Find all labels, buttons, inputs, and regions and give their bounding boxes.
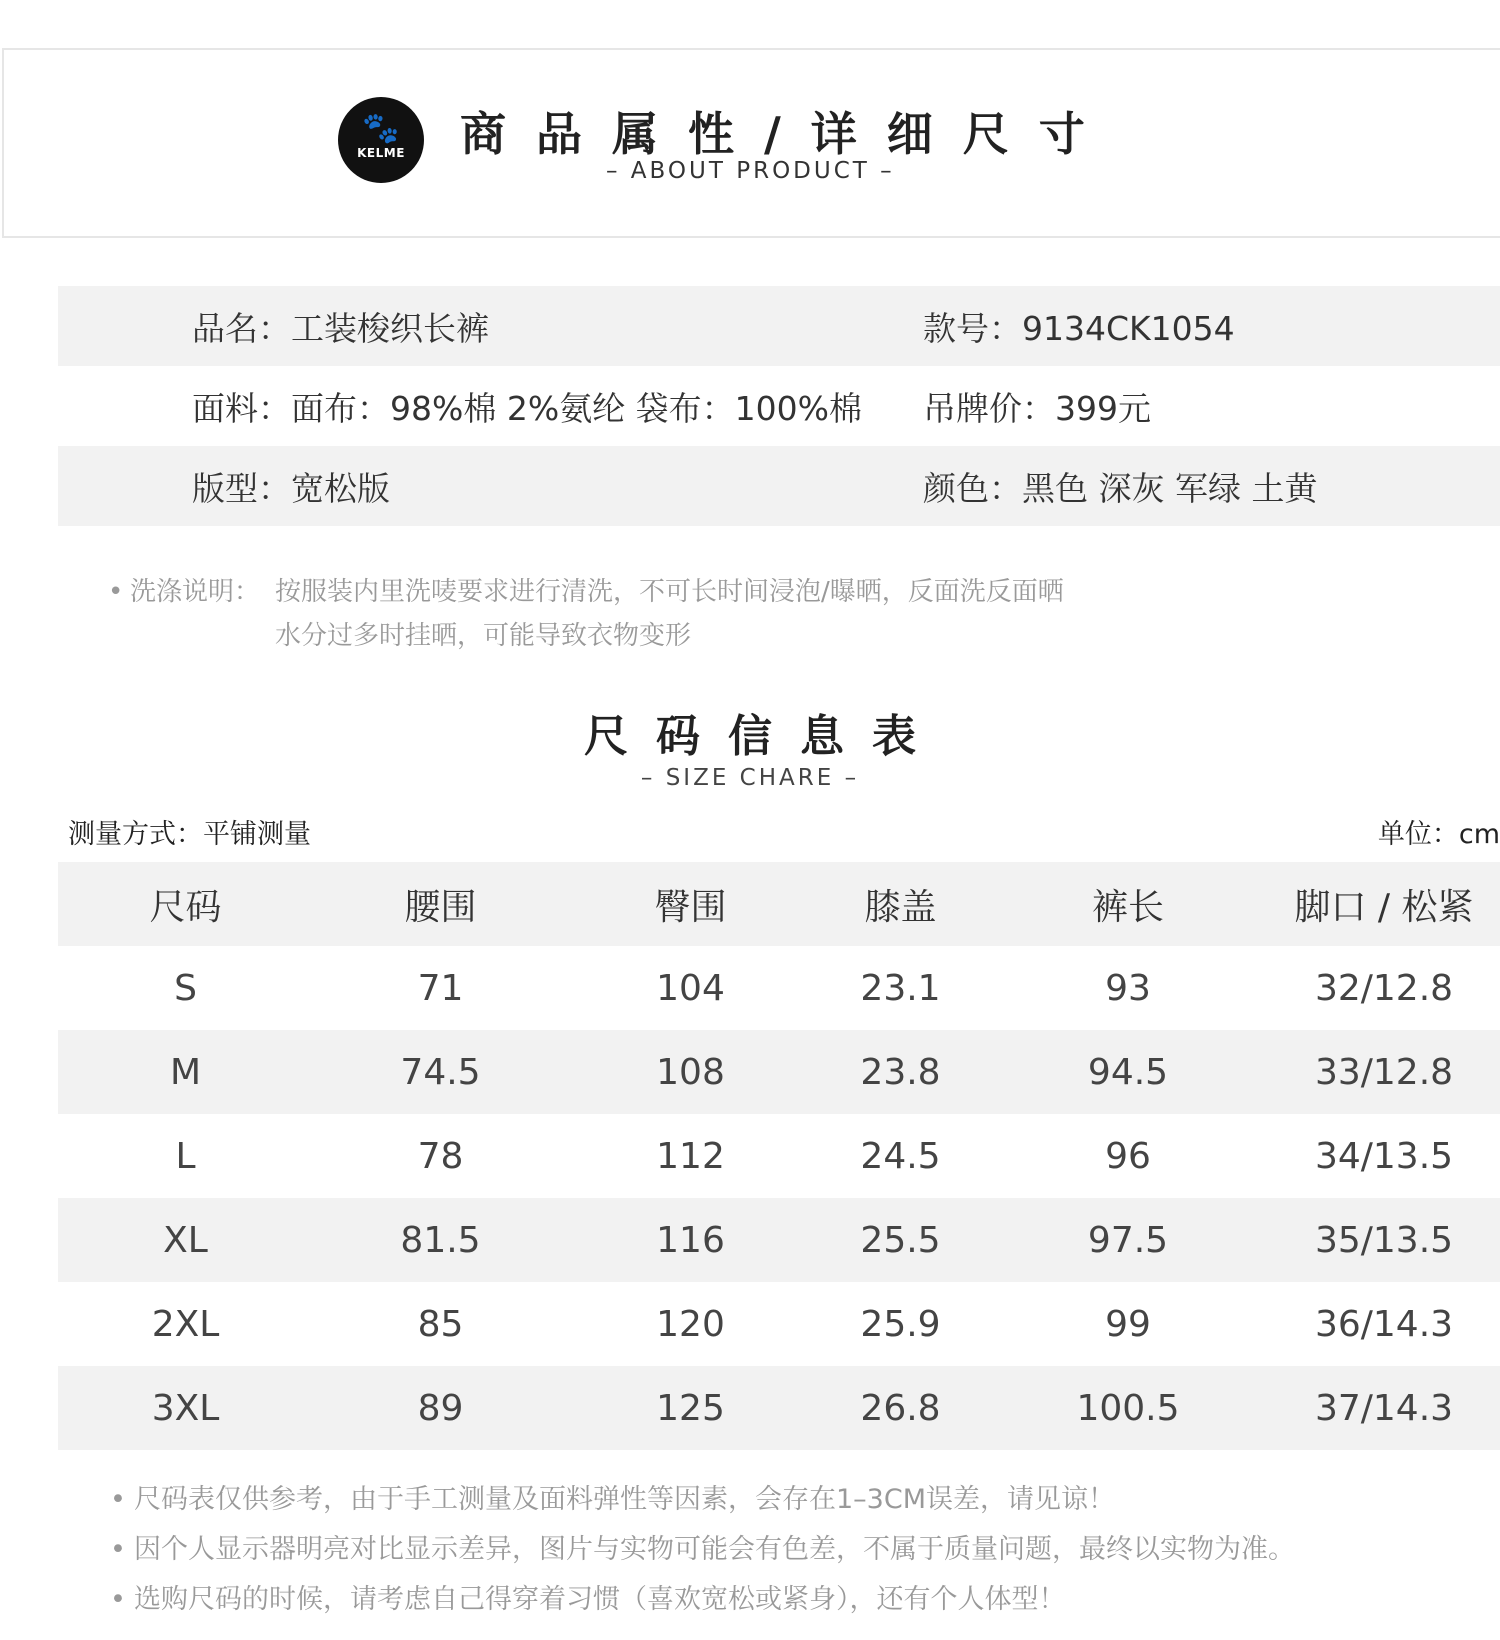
page-subtitle: – ABOUT PRODUCT – [606, 158, 895, 184]
table-row [58, 946, 1500, 1030]
table-cell: 120 [656, 1303, 725, 1345]
table-cell: 25.9 [860, 1303, 941, 1345]
note-item: • 尺码表仅供参考，由于手工测量及面料弹性等因素，会存在1–3CM误差，请见谅！ [110, 1475, 1295, 1525]
wash-line-1: 按服装内里洗唛要求进行清洗，不可长时间浸泡/曝晒，反面洗反面晒 [275, 577, 1064, 607]
table-cell: 36/14.3 [1314, 1303, 1454, 1345]
table-cell: S [174, 967, 197, 1009]
table-cell: 35/13.5 [1314, 1219, 1454, 1261]
wash-label: 洗涤说明： [130, 577, 261, 607]
bullet: • [108, 577, 124, 607]
table-cell: 112 [656, 1135, 725, 1177]
logo-brand-text: KELME [357, 146, 405, 160]
table-cell: 32/12.8 [1314, 967, 1454, 1009]
size-chart-subtitle: – SIZE CHARE – [640, 765, 860, 791]
table-cell: XL [163, 1219, 208, 1261]
attribute-row [58, 286, 1500, 366]
table-cell: L [175, 1135, 196, 1177]
attribute-fabric: 面料：面布：98%棉 2%氨纶 袋布：100%棉 [192, 388, 863, 428]
table-cell: 2XL [151, 1303, 220, 1345]
table-cell: 108 [656, 1051, 725, 1093]
note-item: • 选购尺码的时候，请考虑自己得穿着习惯（喜欢宽松或紧身），还有个人体型！ [110, 1575, 1295, 1625]
table-cell: 85 [417, 1303, 464, 1345]
header-hem: 脚口 / 松紧 [1294, 886, 1474, 928]
table-cell: 34/13.5 [1314, 1135, 1454, 1177]
note-item: • 因个人显示器明亮对比显示差异，图片与实物可能会有色差，不属于质量问题，最终以实物为准。 [110, 1525, 1295, 1575]
table-cell: 24.5 [860, 1135, 941, 1177]
paw-icon: 🐾 [362, 111, 400, 146]
header-waist: 腰围 [404, 886, 477, 928]
attribute-style-number: 款号：9134CK1054 [923, 308, 1235, 348]
kelme-logo [338, 97, 424, 183]
table-cell: 33/12.8 [1314, 1051, 1454, 1093]
size-table-header [58, 862, 1500, 946]
wash-line-2: 水分过多时挂晒，可能导致衣物变形 [275, 621, 692, 651]
table-cell: 104 [656, 967, 725, 1009]
table-cell: M [169, 1051, 202, 1093]
table-cell: 99 [1105, 1303, 1151, 1345]
table-cell: 74.5 [400, 1051, 481, 1093]
attribute-row [58, 446, 1500, 526]
table-cell: 23.1 [860, 967, 941, 1009]
unit-label: 单位：cm [1377, 819, 1500, 850]
table-cell: 96 [1105, 1135, 1151, 1177]
table-cell: 78 [417, 1135, 464, 1177]
table-cell: 71 [417, 967, 464, 1009]
table-cell: 94.5 [1087, 1051, 1169, 1093]
table-row [58, 1030, 1500, 1114]
table-row [58, 1366, 1500, 1450]
table-cell: 100.5 [1076, 1387, 1180, 1429]
page-title: 商品属性/详细尺寸 [460, 107, 1115, 161]
measure-method: 测量方式：平铺测量 [68, 819, 311, 850]
table-cell: 97.5 [1087, 1219, 1169, 1261]
notes-list [110, 1475, 1295, 1625]
table-cell: 89 [417, 1387, 464, 1429]
table-cell: 37/14.3 [1314, 1387, 1454, 1429]
table-cell: 23.8 [860, 1051, 941, 1093]
table-cell: 93 [1105, 967, 1151, 1009]
size-chart-title: 尺码信息表 [584, 711, 944, 762]
header-hip: 臀围 [654, 886, 727, 928]
attribute-table [58, 286, 1500, 526]
table-cell: 25.5 [860, 1219, 941, 1261]
table-cell: 3XL [151, 1387, 220, 1429]
attribute-fit: 版型：宽松版 [192, 468, 390, 508]
attribute-tag-price: 吊牌价：399元 [923, 388, 1151, 428]
table-cell: 81.5 [400, 1219, 481, 1261]
table-cell: 26.8 [860, 1387, 941, 1429]
attribute-product-name: 品名：工装梭织长裤 [192, 308, 489, 348]
table-cell: 125 [656, 1387, 725, 1429]
size-table [58, 862, 1500, 1450]
header-length: 裤长 [1091, 886, 1164, 928]
attribute-row [58, 366, 1500, 446]
table-row [58, 1198, 1500, 1282]
table-row [58, 1282, 1500, 1366]
header-knee: 膝盖 [864, 886, 937, 928]
table-row [58, 1114, 1500, 1198]
header-size: 尺码 [149, 886, 222, 928]
attribute-colors: 颜色：黑色 深灰 军绿 土黄 [923, 468, 1318, 508]
table-cell: 116 [656, 1219, 725, 1261]
